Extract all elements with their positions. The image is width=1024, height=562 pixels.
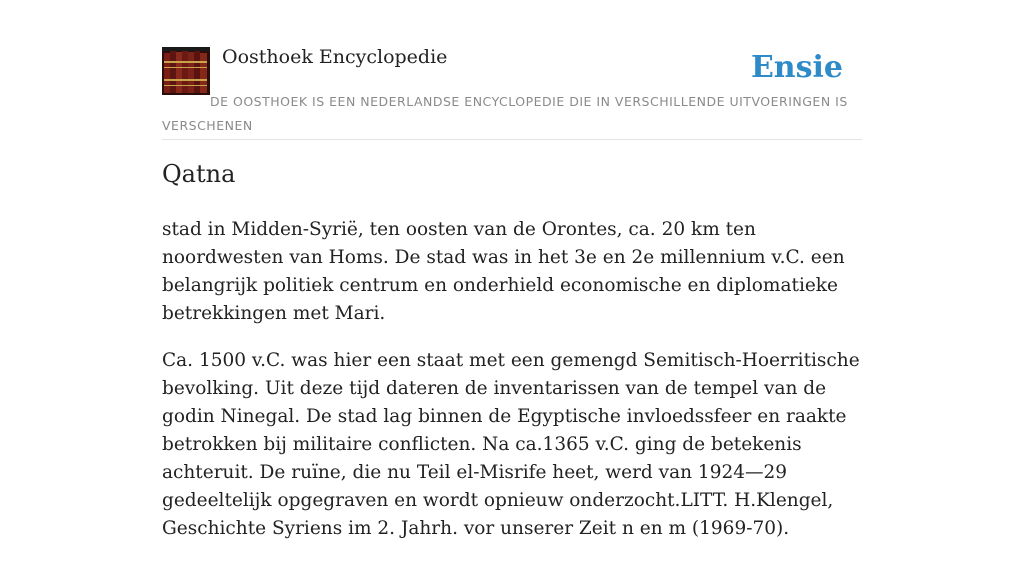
- article-title: Qatna: [162, 160, 236, 188]
- article-paragraph: stad in Midden-Syrië, ten oosten van de Orontes, ca. 20 km ten noordwesten van Homs. De stad was in het 3e en 2e millennium v.C. een belangrijk politiek centrum en onderhield economische en diplomatieke betrekkingen met Mari.: [162, 219, 845, 324]
- site-header: [162, 0, 862, 140]
- article-body: [162, 216, 862, 562]
- book-spines-icon[interactable]: [162, 47, 210, 95]
- brand-logo-link[interactable]: Ensie: [750, 50, 843, 85]
- article-paragraph: Ca. 1500 v.C. was hier een staat met een gemengd Semitisch-Hoerritische bevolking. Uit deze tijd dateren de inventarissen van de tempel van de godin Ninegal. De stad lag binnen de Egyptische invloedssfeer en raakte betrokken bij militaire conflicten. Na ca.1365 v.C. ging de betekenis achteruit. De ruïne, die nu Teil el-Misrife heet, werd van 1924—29 gedeeltelijk opgegraven en wordt opnieuw onderzocht.LITT. H.Klengel, Geschichte Syriens im 2. Jahrh. vor unserer Zeit n en m (1969-70).: [162, 350, 860, 539]
- page-container: [162, 0, 862, 539]
- site-description: DE OOSTHOEK IS EEN NEDERLANDSE ENCYCLOPEDIE DIE IN VERSCHILLENDE UITVOERINGEN IS VERSCHENEN: [162, 94, 848, 133]
- site-title[interactable]: Oosthoek Encyclopedie: [222, 46, 448, 68]
